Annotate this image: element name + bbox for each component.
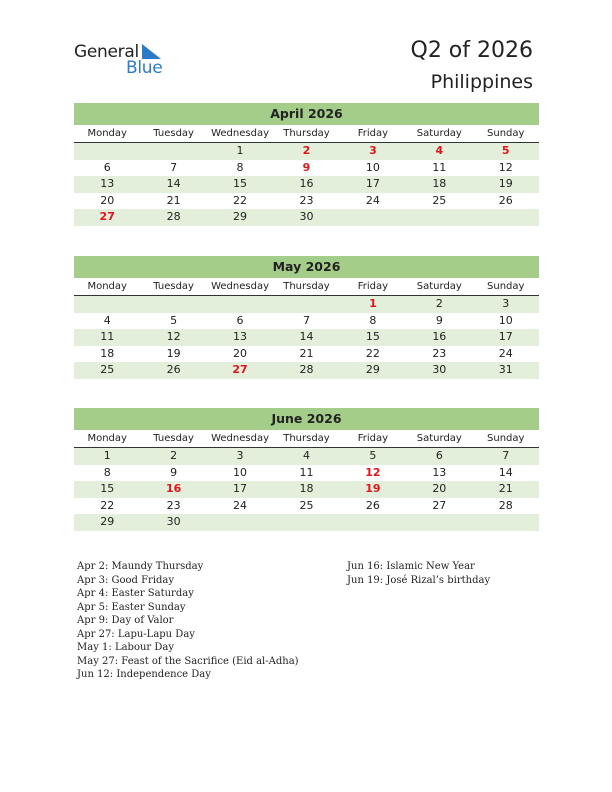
day-cell: 17 bbox=[233, 482, 248, 495]
page-title: Q2 of 2026 bbox=[410, 38, 533, 63]
day-cell: 23 bbox=[166, 498, 181, 512]
day-cell: 11 bbox=[299, 465, 314, 479]
week-row bbox=[74, 329, 539, 346]
day-cell: 6 bbox=[435, 449, 443, 462]
day-cell bbox=[140, 296, 206, 313]
weekday-header-row bbox=[74, 430, 539, 448]
day-cell: 16 bbox=[432, 330, 447, 343]
day-cell bbox=[473, 209, 539, 226]
logo-blue-text: Blue bbox=[126, 58, 163, 78]
holiday-day-cell: 1 bbox=[369, 297, 377, 310]
holiday-list-left bbox=[77, 560, 299, 682]
holiday-day-cell: 5 bbox=[501, 144, 510, 157]
day-cell bbox=[273, 514, 339, 531]
day-cell: 4 bbox=[302, 449, 310, 462]
day-cell: 25 bbox=[100, 363, 115, 376]
holiday-entry: Jun 12: Independence Day bbox=[77, 669, 211, 680]
weekday-label: Wednesday bbox=[211, 128, 269, 139]
week-row bbox=[74, 346, 539, 363]
day-cell: 28 bbox=[166, 210, 181, 223]
day-cell: 5 bbox=[369, 449, 377, 462]
day-cell: 20 bbox=[233, 346, 248, 360]
day-cell: 23 bbox=[299, 193, 314, 207]
day-cell: 2 bbox=[435, 297, 443, 310]
day-cell: 10 bbox=[498, 313, 513, 327]
day-cell: 13 bbox=[100, 177, 115, 190]
day-cell: 18 bbox=[299, 482, 314, 495]
day-cell bbox=[207, 514, 273, 531]
holiday-day-cell: 2 bbox=[302, 144, 311, 157]
holiday-entry: May 1: Labour Day bbox=[77, 642, 174, 653]
day-cell: 15 bbox=[100, 482, 115, 495]
day-cell: 24 bbox=[498, 346, 513, 360]
day-cell: 28 bbox=[498, 498, 513, 512]
day-cell: 14 bbox=[498, 465, 513, 479]
day-cell: 30 bbox=[299, 210, 314, 223]
day-cell: 9 bbox=[435, 313, 443, 327]
week-row bbox=[74, 176, 539, 193]
day-cell: 14 bbox=[166, 177, 181, 190]
month-calendar bbox=[74, 103, 539, 226]
day-cell: 7 bbox=[302, 313, 310, 327]
day-cell: 8 bbox=[103, 465, 111, 479]
day-cell bbox=[273, 296, 339, 313]
weekday-label: Monday bbox=[87, 281, 127, 292]
holiday-day-cell: 3 bbox=[369, 144, 377, 157]
day-cell: 1 bbox=[236, 144, 244, 157]
day-cell: 8 bbox=[236, 160, 244, 174]
day-cell: 26 bbox=[166, 363, 181, 376]
day-cell bbox=[473, 514, 539, 531]
day-cell: 23 bbox=[432, 346, 447, 360]
week-row bbox=[74, 193, 539, 210]
holiday-list-right bbox=[347, 560, 490, 587]
day-cell: 11 bbox=[432, 160, 447, 174]
day-cell: 15 bbox=[233, 177, 248, 190]
day-cell: 18 bbox=[432, 177, 447, 190]
day-cell: 18 bbox=[100, 346, 115, 360]
day-cell: 5 bbox=[170, 313, 178, 327]
week-row bbox=[74, 448, 539, 465]
day-cell: 21 bbox=[498, 482, 513, 495]
week-row bbox=[74, 514, 539, 531]
weekday-label: Thursday bbox=[283, 128, 330, 139]
weekday-label: Sunday bbox=[487, 433, 525, 444]
weekday-label: Saturday bbox=[416, 128, 462, 139]
weekday-label: Wednesday bbox=[211, 433, 269, 444]
holiday-day-cell: 16 bbox=[165, 482, 182, 495]
holiday-day-cell: 27 bbox=[232, 363, 248, 376]
week-row bbox=[74, 362, 539, 379]
holiday-day-cell: 19 bbox=[365, 482, 381, 495]
day-cell: 30 bbox=[432, 363, 447, 376]
week-row bbox=[74, 498, 539, 515]
day-cell: 26 bbox=[365, 498, 380, 512]
day-cell: 15 bbox=[365, 330, 380, 343]
weekday-label: Sunday bbox=[487, 128, 525, 139]
holiday-entry: Apr 4: Easter Saturday bbox=[77, 588, 194, 599]
day-cell: 1 bbox=[103, 449, 111, 462]
day-cell bbox=[406, 209, 472, 226]
day-cell: 17 bbox=[365, 177, 380, 190]
day-cell: 27 bbox=[432, 498, 447, 512]
day-cell: 9 bbox=[170, 465, 178, 479]
day-cell: 2 bbox=[170, 449, 178, 462]
holiday-day-cell: 4 bbox=[435, 144, 444, 157]
weekday-label: Thursday bbox=[283, 281, 330, 292]
holiday-entry: Jun 19: José Rizal’s birthday bbox=[347, 574, 491, 586]
holiday-entry: Apr 9: Day of Valor bbox=[77, 615, 174, 626]
weekday-label: Monday bbox=[87, 128, 127, 139]
weekday-label: Saturday bbox=[416, 281, 462, 292]
day-cell: 3 bbox=[502, 297, 510, 310]
day-cell: 31 bbox=[498, 363, 513, 376]
day-cell: 7 bbox=[502, 449, 510, 462]
holiday-day-cell: 12 bbox=[365, 465, 381, 479]
week-row bbox=[74, 143, 539, 160]
week-row bbox=[74, 465, 539, 482]
holiday-entry: Apr 27: Lapu-Lapu Day bbox=[77, 628, 195, 640]
weekday-label: Friday bbox=[357, 128, 389, 139]
day-cell: 22 bbox=[100, 498, 115, 512]
weekday-label: Tuesday bbox=[153, 433, 194, 444]
day-cell: 24 bbox=[233, 498, 248, 512]
day-cell: 30 bbox=[166, 515, 181, 528]
day-cell: 26 bbox=[498, 193, 513, 207]
weekday-label: Tuesday bbox=[153, 128, 194, 139]
day-cell bbox=[74, 296, 140, 313]
holiday-day-cell: 9 bbox=[302, 160, 311, 174]
country-name: Philippines bbox=[430, 71, 533, 93]
day-cell: 20 bbox=[432, 482, 447, 495]
day-cell: 19 bbox=[166, 346, 181, 360]
day-cell: 6 bbox=[103, 160, 111, 174]
day-cell: 17 bbox=[498, 330, 513, 343]
day-cell: 4 bbox=[103, 313, 111, 327]
holiday-day-cell: 27 bbox=[99, 210, 115, 223]
week-row bbox=[74, 481, 539, 498]
day-cell: 29 bbox=[365, 363, 380, 376]
month-header: April 2026 bbox=[74, 103, 539, 125]
weekday-label: Wednesday bbox=[211, 281, 269, 292]
day-cell: 29 bbox=[100, 515, 115, 528]
day-cell: 22 bbox=[233, 193, 248, 207]
day-cell: 21 bbox=[166, 193, 181, 207]
month-calendar bbox=[74, 408, 539, 531]
month-header: May 2026 bbox=[74, 256, 539, 278]
weekday-header-row bbox=[74, 278, 539, 296]
day-cell: 14 bbox=[299, 330, 314, 343]
day-cell: 12 bbox=[166, 330, 181, 343]
week-row bbox=[74, 209, 539, 226]
day-cell bbox=[340, 209, 406, 226]
weekday-label: Tuesday bbox=[153, 281, 194, 292]
weekday-label: Friday bbox=[357, 281, 389, 292]
week-row bbox=[74, 296, 539, 313]
day-cell bbox=[74, 143, 140, 160]
day-cell: 20 bbox=[100, 193, 115, 207]
day-cell: 3 bbox=[236, 449, 244, 462]
month-header: June 2026 bbox=[74, 408, 539, 430]
day-cell: 7 bbox=[170, 160, 178, 174]
weekday-label: Monday bbox=[87, 433, 127, 444]
holiday-entry: Apr 3: Good Friday bbox=[77, 574, 175, 586]
holiday-entry: Jun 16: Islamic New Year bbox=[347, 561, 475, 572]
day-cell: 12 bbox=[498, 160, 513, 174]
generalblue-logo bbox=[74, 42, 174, 78]
day-cell: 8 bbox=[369, 313, 377, 327]
day-cell: 29 bbox=[233, 210, 248, 223]
day-cell: 24 bbox=[365, 193, 380, 207]
day-cell: 25 bbox=[432, 193, 447, 207]
day-cell: 6 bbox=[236, 313, 244, 327]
month-calendar bbox=[74, 256, 539, 379]
weekday-header-row bbox=[74, 125, 539, 143]
day-cell bbox=[406, 514, 472, 531]
day-cell: 13 bbox=[233, 330, 248, 343]
logo-general-text: General bbox=[74, 42, 139, 62]
day-cell bbox=[207, 296, 273, 313]
day-cell: 28 bbox=[299, 363, 314, 376]
weekday-label: Thursday bbox=[283, 433, 330, 444]
week-row bbox=[74, 160, 539, 177]
holiday-entry: May 27: Feast of the Sacrifice (Eid al-Adha) bbox=[77, 655, 299, 667]
weekday-label: Sunday bbox=[487, 281, 525, 292]
week-row bbox=[74, 313, 539, 330]
day-cell: 10 bbox=[365, 160, 380, 174]
day-cell: 16 bbox=[299, 177, 314, 190]
day-cell: 25 bbox=[299, 498, 314, 512]
day-cell: 11 bbox=[100, 330, 115, 343]
day-cell: 22 bbox=[365, 346, 380, 360]
weekday-label: Saturday bbox=[416, 433, 462, 444]
holiday-entry: Apr 5: Easter Sunday bbox=[77, 601, 186, 613]
day-cell: 13 bbox=[432, 465, 447, 479]
day-cell bbox=[340, 514, 406, 531]
day-cell: 10 bbox=[233, 465, 248, 479]
day-cell bbox=[140, 143, 206, 160]
day-cell: 19 bbox=[498, 177, 513, 190]
weekday-label: Friday bbox=[357, 433, 389, 444]
day-cell: 21 bbox=[299, 346, 314, 360]
holiday-entry: Apr 2: Maundy Thursday bbox=[77, 561, 204, 572]
